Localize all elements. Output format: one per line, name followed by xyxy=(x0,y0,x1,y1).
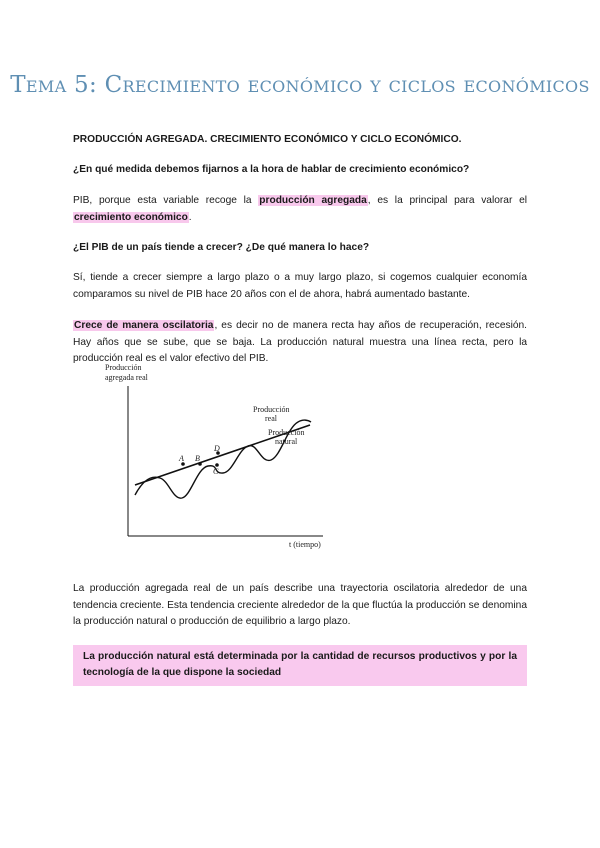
answer-2: Sí, tiende a crecer siempre a largo plazo o a muy largo plazo, si cogemos cualquier economía comparamos su nivel de PIB hace 20 años con el de ahora, habrá aumentado bastante. xyxy=(73,272,527,300)
natural-label-2: natural xyxy=(275,437,298,446)
point-c: C xyxy=(213,467,219,476)
real-label-1: Producción xyxy=(253,405,290,414)
answer-1-text-a: PIB, porque esta variable recoge la xyxy=(73,195,259,206)
callout-box: La producción natural está determinada por la cantidad de recursos productivos y por la tecnología de la que dispone la sociedad xyxy=(73,645,527,686)
answer-1-text-c: . xyxy=(188,211,192,223)
highlight-produccion-agregada: producción agregada xyxy=(259,195,367,206)
highlight-crecimiento-economico: crecimiento económico xyxy=(74,211,188,223)
point-d: D xyxy=(214,444,220,453)
paragraph-4: La producción agregada real de un país describe una trayectoria oscilatoria alrededor de una tendencia creciente. Esta tendencia creciente alrededor de la que fluctúa la producción se denomina la producción natural o producción de equilibrio a largo plazo. xyxy=(73,583,527,627)
question-2: ¿El PIB de un país tiende a crecer? ¿De qué manera lo hace? xyxy=(73,242,370,253)
x-label: t (tiempo) xyxy=(289,540,321,549)
section-heading: PRODUCCIÓN AGREGADA. CRECIMIENTO ECONÓMICO Y CICLO ECONÓMICO. xyxy=(73,134,462,145)
point-b: B xyxy=(195,454,200,463)
point-a: A xyxy=(179,454,184,463)
question-1: ¿En qué medida debemos fijarnos a la hora de hablar de crecimiento económico? xyxy=(73,164,470,175)
page-title: Tema 5: Crecimiento económico y ciclos económicos xyxy=(10,72,590,98)
production-figure xyxy=(105,360,345,550)
natural-label-1: Producción xyxy=(268,428,305,437)
y-label-2: agregada real xyxy=(105,373,148,382)
real-label-2: real xyxy=(265,414,277,423)
answer-3-text: , es decir no de manera recta hay años de recuperación, recesión. Hay años que se sube, que se baja. La producción natural muestra una línea recta, pero la producción real es el valor efectivo del PIB. xyxy=(73,320,528,364)
answer-1-text-b: , es la principal para valorar el xyxy=(367,195,528,206)
answer-1 xyxy=(73,193,527,226)
highlight-crece-oscilatoria: Crece de manera oscilatoria xyxy=(74,320,214,331)
y-label-1: Producción xyxy=(105,363,142,372)
